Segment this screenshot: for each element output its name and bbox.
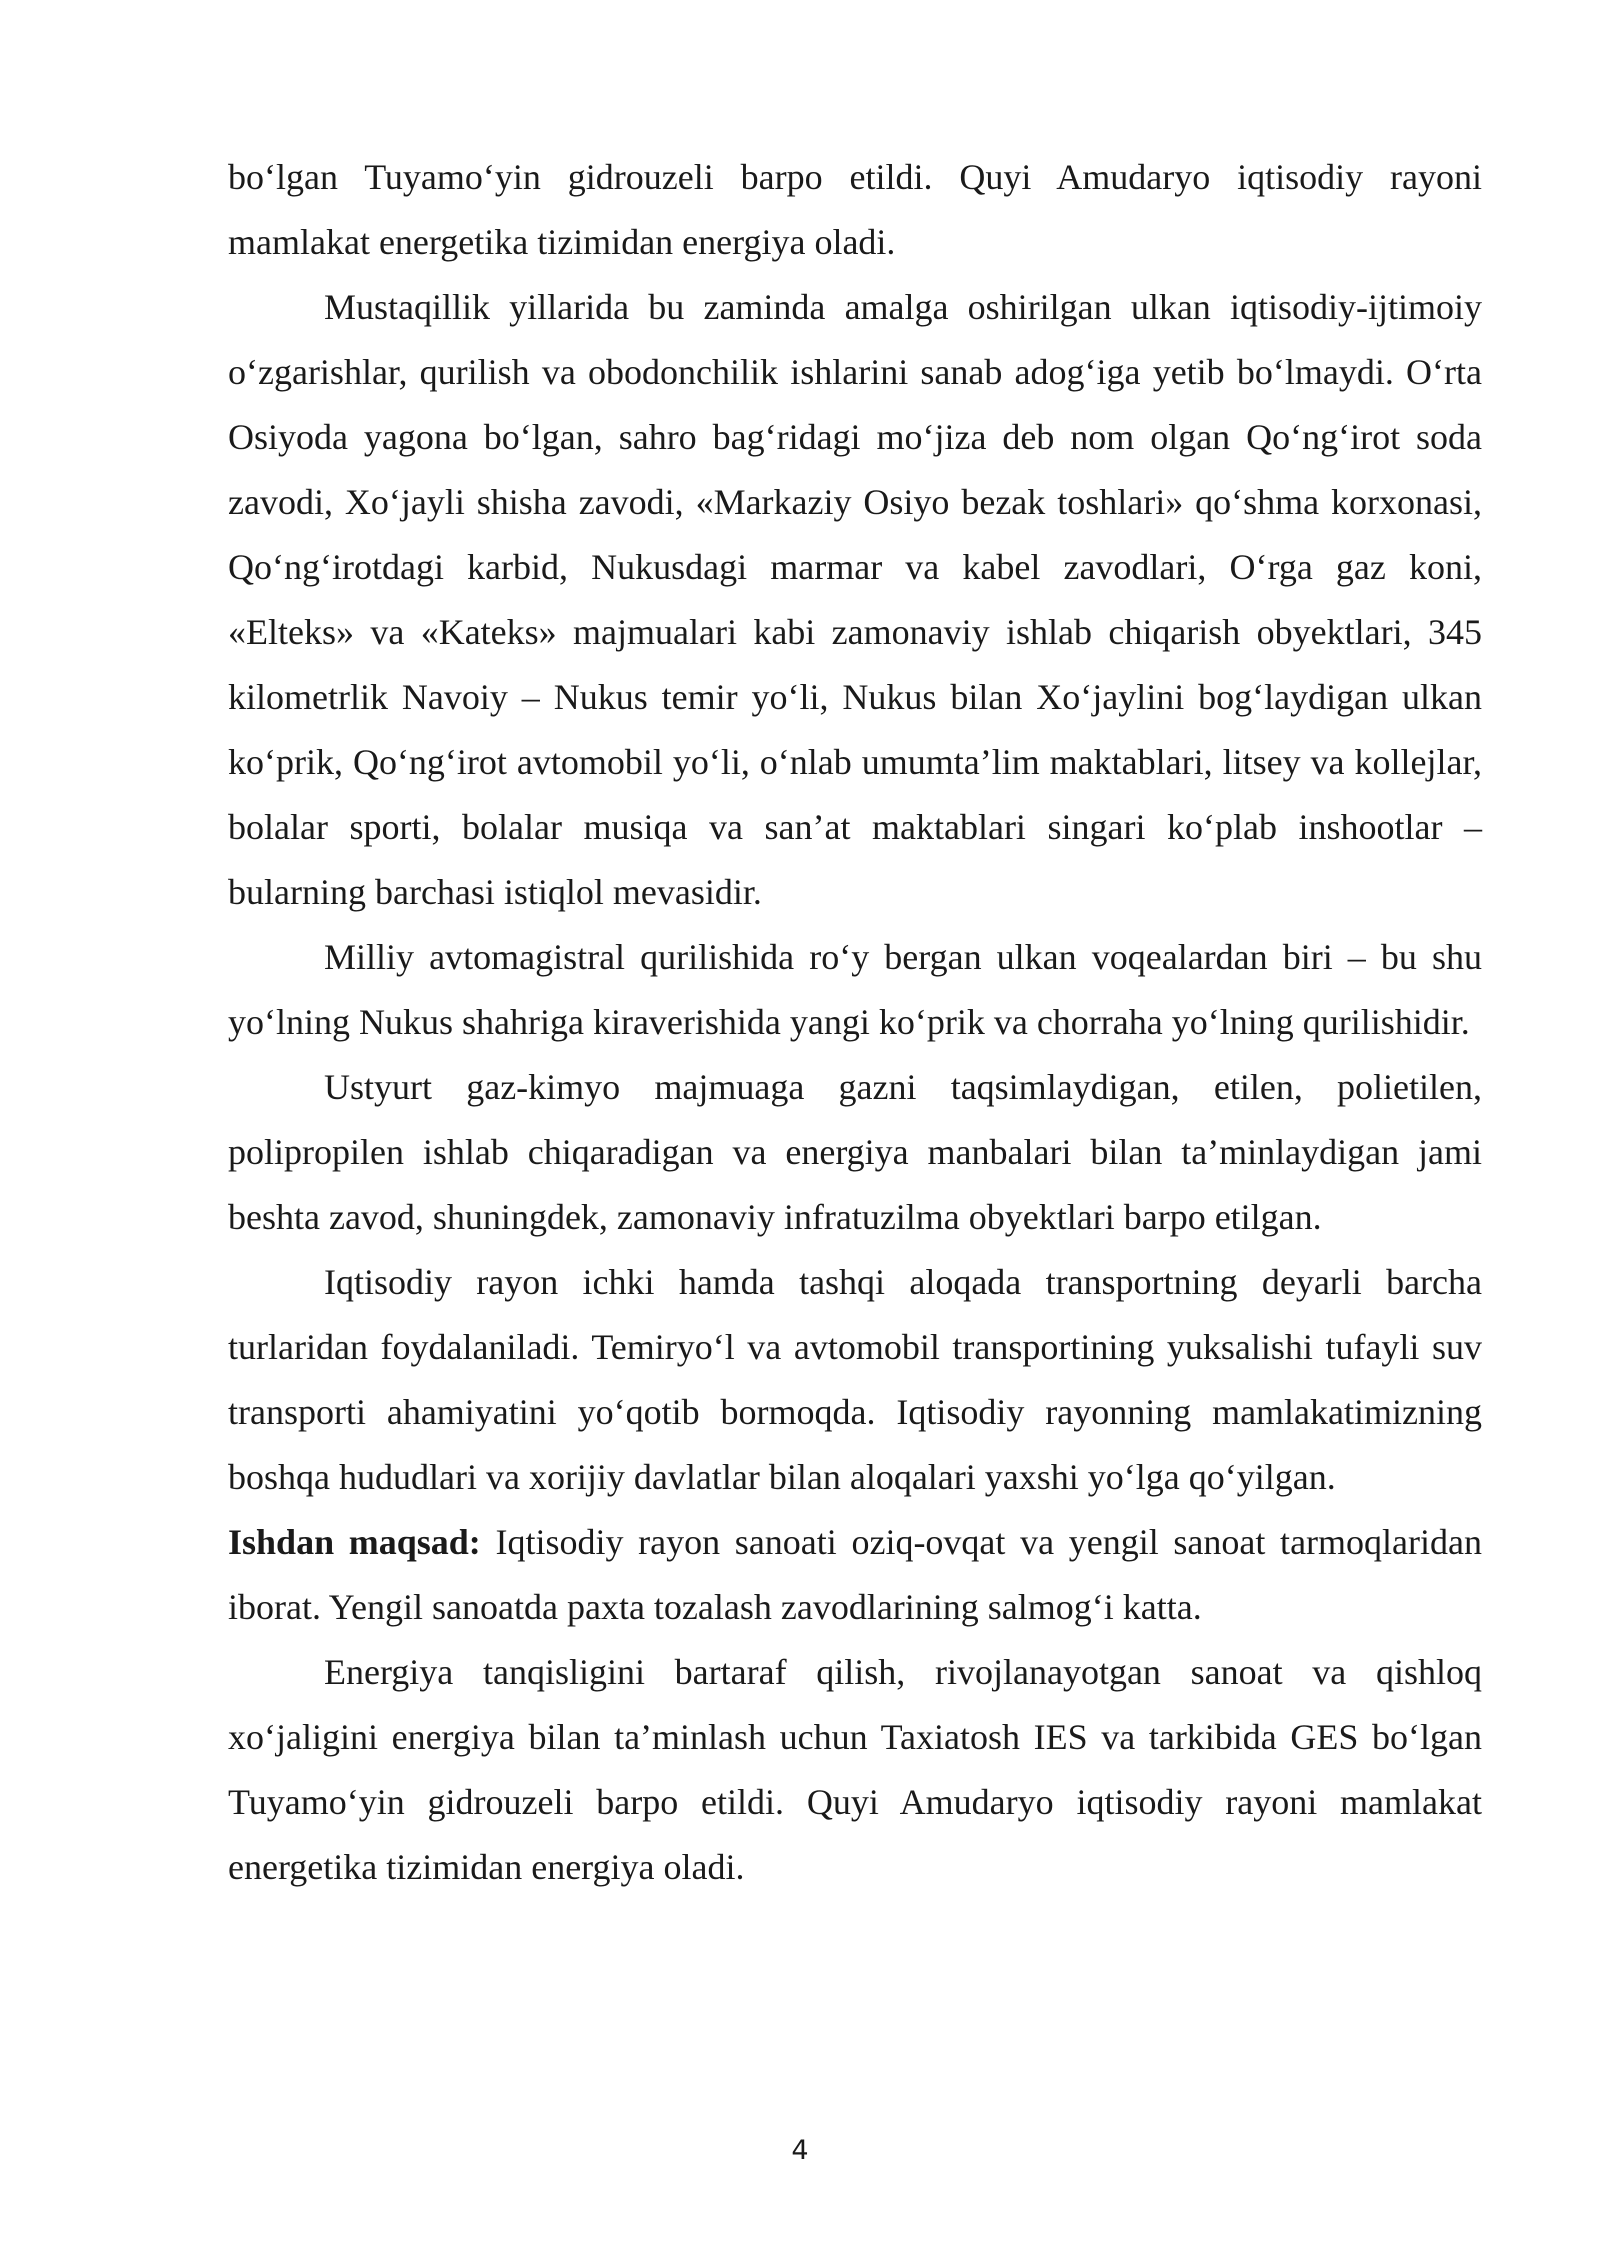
paragraph-ustyurt-gas-chemical: Ustyurt gaz-kimyo majmuaga gazni taqsimlaydigan, etilen, polietilen, polipropilen ishlab chiqaradigan va energiya manbalari bilan ta’minlaydigan jami beshta zavod, shuningdek, zamonaviy infratuzilma obyektlari barpo etilgan. (228, 1067, 1482, 1237)
paragraph-continuation: bo‘lgan Tuyamo‘yin gidrouzeli barpo etildi. Quyi Amudaryo iqtisodiy rayoni mamlakat energetika tizimidan energiya oladi. (228, 157, 1482, 262)
paragraph-independence-achievements: Mustaqillik yillarida bu zaminda amalga oshirilgan ulkan iqtisodiy-ijtimoiy o‘zgarishlar, qurilish va obodonchilik ishlarini sanab adog‘iga yetib bo‘lmaydi. O‘rta Osiyoda yagona bo‘lgan, sahro bag‘ridagi mo‘jiza deb nom olgan Qo‘ng‘irot soda zavodi, Xo‘jayli shisha zavodi, «Markaziy Osiyo bezak toshlari» qo‘shma korxonasi, Qo‘ng‘irotdagi karbid, Nukusdagi marmar va kabel zavodlari, O‘rga gaz koni, «Elteks» va «Kateks» majmualari kabi zamonaviy ishlab chiqarish obyektlari, 345 kilometrlik Navoiy – Nukus temir yo‘li, Nukus bilan Xo‘jaylini bog‘laydigan ulkan ko‘prik, Qo‘ng‘irot avtomobil yo‘li, o‘nlab umumta’lim maktablari, litsey va kollejlar, bolalar sporti, bolalar musiqa va san’at maktablari singari ko‘plab inshootlar – bularning barchasi istiqlol mevasidir. (228, 287, 1482, 912)
page-number: 4 (791, 2135, 809, 2166)
paragraph-energy: Energiya tanqisligini bartaraf qilish, rivojlanayotgan sanoat va qishloq xo‘jaligini energiya bilan ta’minlash uchun Taxiatosh IES va tarkibida GES bo‘lgan Tuyamo‘yin gidrouzeli barpo etildi. Quyi Amudaryo iqtisodiy rayoni mamlakat energetika tizimidan energiya oladi. (228, 1652, 1482, 1887)
paragraph-highway-bridge: Milliy avtomagistral qurilishida ro‘y bergan ulkan voqealardan biri – bu shu yo‘lning Nukus shahriga kiraverishida yangi ko‘prik va chorraha yo‘lning qurilishidir. (228, 937, 1482, 1042)
purpose-label: Ishdan maqsad: (228, 1522, 481, 1562)
document-body (228, 145, 1482, 1900)
paragraph-transport: Iqtisodiy rayon ichki hamda tashqi aloqada transportning deyarli barcha turlaridan foydalaniladi. Temiryo‘l va avtomobil transportining yuksalishi tufayli suv transporti ahamiyatini yo‘qotib bormoqda. Iqtisodiy rayonning mamlakatimizning boshqa hududlari va xorijiy davlatlar bilan aloqalari yaxshi yo‘lga qo‘yilgan. (228, 1262, 1482, 1497)
purpose-text: Iqtisodiy rayon sanoati oziq-ovqat va yengil sanoat tarmoqlaridan iborat. Yengil sanoatda paxta tozalash zavodlarining salmog‘i katta. (228, 1522, 1482, 1627)
paragraph-purpose (228, 1510, 1482, 1640)
